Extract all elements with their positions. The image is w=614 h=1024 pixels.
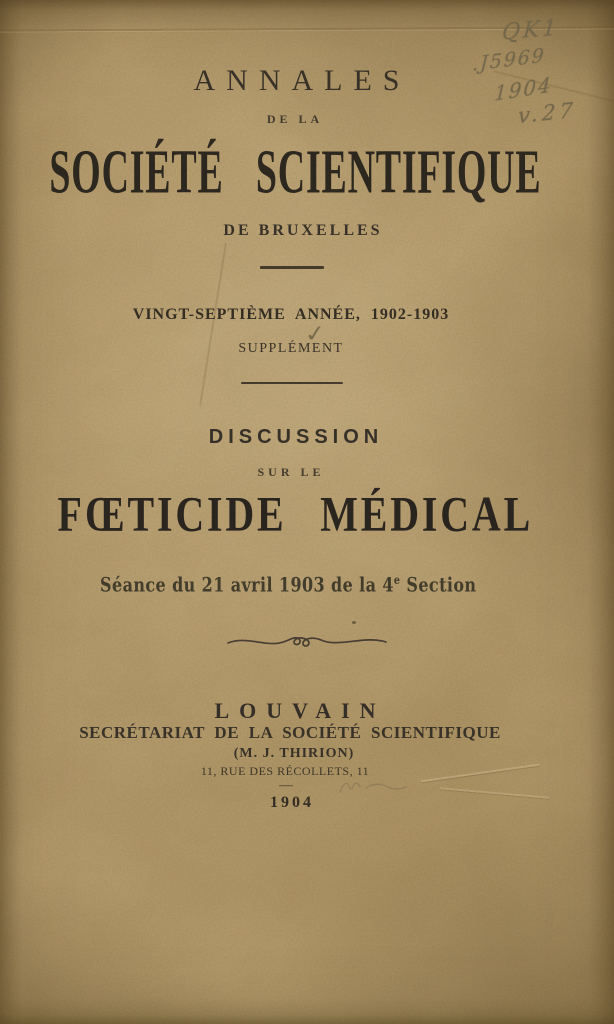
divider-rule (241, 382, 343, 384)
imprint-separator: — (279, 778, 293, 793)
sur-le-label: SUR LE (257, 465, 325, 479)
call-number-line: 1904 (493, 72, 554, 106)
main-title (0, 486, 602, 544)
session-line-text (100, 566, 476, 599)
edition-year-line: VINGT-SEPTIÈME ANNÉE, 1902-1903 (132, 306, 450, 323)
series-title: ANNALES (193, 64, 411, 97)
imprint-year: 1904 (270, 794, 314, 811)
imprint-secretariat: SECRÉTARIAT DE LA SOCIÉTÉ SCIENTIFIQUE (79, 723, 501, 742)
discussion-heading: DISCUSSION (208, 426, 384, 448)
session-suffix: Section (400, 572, 477, 597)
session-line (0, 566, 595, 597)
series-subtitle-de-la: DE LA (266, 112, 324, 126)
divider-rule (260, 266, 324, 269)
session-prefix: Séance du 21 avril 1903 de la 4 (99, 572, 394, 597)
imprint-agent: (M. J. THIRION) (233, 746, 355, 761)
call-number-line: v.27 (517, 97, 578, 129)
session-superscript: e (393, 573, 401, 587)
call-number-line: QK1 (501, 15, 561, 46)
flourish-ornament (224, 628, 390, 652)
pencil-scribble (336, 776, 412, 800)
supplement-label: SUPPLÉMENT (238, 341, 344, 356)
main-title-text: FŒTICIDE MÉDICAL (57, 487, 533, 543)
call-number-line: .J5969 (471, 44, 547, 76)
society-name-text: SOCIÉTÉ SCIENTIFIQUE (49, 137, 542, 207)
paper-crease-diagonal (199, 243, 227, 406)
imprint-address: 11, RUE DES RÉCOLLETS, 11 (200, 764, 370, 778)
pencil-checkmark-icon: ✓ (302, 320, 328, 349)
society-name (0, 136, 598, 210)
imprint-city: LOUVAIN (214, 698, 386, 723)
ink-speck (352, 621, 356, 624)
society-city: DE BRUXELLES (223, 222, 383, 239)
